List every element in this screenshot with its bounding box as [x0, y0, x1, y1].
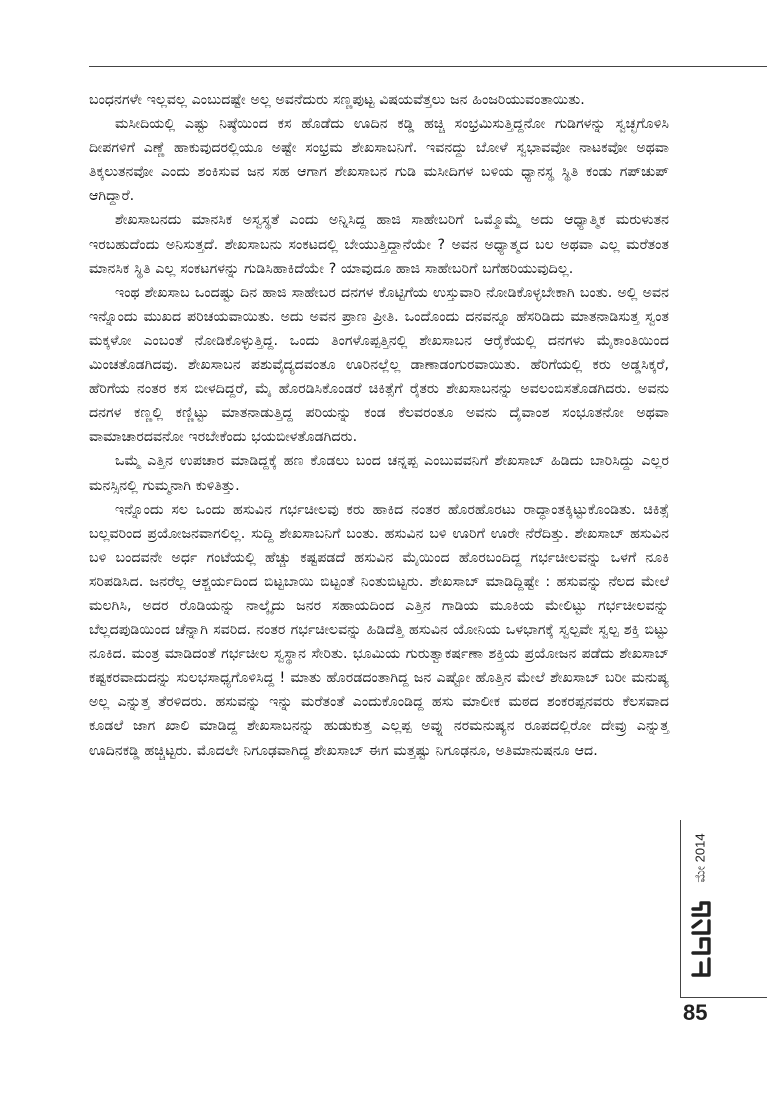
- paragraph: ಇಂಥ ಶೇಖಸಾಬ ಒಂದಷ್ಟು ದಿನ ಹಾಜಿ ಸಾಹೇಬರ ದನಗಳ ಕೊಟ್ಟಿಗೆಯ ಉಸ್ತುವಾರಿ ನೋಡಿಕೊಳ್ಳಬೇಕಾಗಿ ಬಂತು. ಅಲ್ಲಿ ಅವನ ಇನ್ನೊಂದು ಮುಖದ ಪರಿಚಯವಾಯಿತು. ಅದು ಅವನ ಪ್ರಾಣ ಪ್ರೀತಿ. ಒಂದೊಂದು ದನವನ್ನೂ ಹೆಸರಿಡಿದು ಮಾತನಾಡಿಸುತ್ತ ಸ್ವಂತ ಮಕ್ಕಳೋ ಎಂಬಂತೆ ನೋಡಿಕೊಳ್ಳುತ್ತಿದ್ದ. ಒಂದು ತಿಂಗಳೊಪ್ಪತ್ತಿನಲ್ಲಿ ಶೇಖಸಾಬನ ಆರೈಕೆಯಲ್ಲಿ ದನಗಳು ಮೈಕಾಂತಿಯಿಂದ ಮಿಂಚತೊಡಗಿದವು. ಶೇಖಸಾಬನ ಪಶುವೈದ್ಯದವಂತೂ ಊರಿನಲ್ಲೆಲ್ಲ ಡಾಣಾಡಂಗುರವಾಯಿತು. ಹೆರಿಗೆಯಲ್ಲಿ ಕರು ಅಡ್ಡಸಿಕ್ಕರೆ, ಹೆರಿಗೆಯ ನಂತರ ಕಸ ಬೀಳದಿದ್ದರೆ, ಮೈ ಹೊರಡಿಸಿಕೊಂಡರೆ ಚಿಕಿತ್ಸೆಗೆ ರೈತರು ಶೇಖಸಾಬನನ್ನು ಅವಲಂಬಿಸತೊಡಗಿದರು. ಅವನು ದನಗಳ ಕಣ್ಣಲ್ಲಿ ಕಣ್ಣಿಟ್ಟು ಮಾತನಾಡುತ್ತಿದ್ದ ಪರಿಯನ್ನು ಕಂಡ ಕೆಲವರಂತೂ ಅವನು ದೈವಾಂಶ ಸಂಭೂತನೋ ಅಥವಾ ವಾಮಾಚಾರದವನೋ ಇರಬೇಕೆಂದು ಭಯಬೀಳತೊಡಗಿದರು.: [89, 284, 669, 446]
- magazine-logo-mark: [689, 899, 713, 979]
- issue-date-text: ಮೇ 2014: [693, 833, 709, 883]
- article-body: [89, 88, 669, 763]
- bottom-rule: [680, 997, 767, 998]
- paragraph: ಶೇಖಸಾಬನದು ಮಾನಸಿಕ ಅಸ್ವಸ್ಥತೆ ಎಂದು ಅನ್ನಿಸಿದ್ದ ಹಾಜಿ ಸಾಹೇಬರಿಗೆ ಒಮ್ಮೊಮ್ಮೆ ಅದು ಆಧ್ಯಾತ್ಮಿಕ ಮರುಳುತನ ಇರಬಹುದೆಂದು ಅನಿಸುತ್ತದೆ. ಶೇಖಸಾಬನು ಸಂಕಟದಲ್ಲಿ ಬೇಯುತ್ತಿದ್ದಾನೆಯೇ ? ಅವನ ಅಧ್ಯಾತ್ಮದ ಬಲ ಅಥವಾ ಎಲ್ಲ ಮರೆತಂತ ಮಾನಸಿಕ ಸ್ಥಿತಿ ಎಲ್ಲ ಸಂಕಟಗಳನ್ನು ಗುಡಿಸಿಹಾಕಿದೆಯೇ ? ಯಾವುದೂ ಹಾಜಿ ಸಾಹೇಬರಿಗೆ ಬಗೆಹರಿಯುವುದಿಲ್ಲ.: [89, 212, 669, 277]
- page-number: 85: [683, 1000, 708, 1025]
- paragraph: ಬಂಧನಗಳೇ ಇಲ್ಲವಲ್ಲ ಎಂಬುದಷ್ಟೇ ಅಲ್ಲ ಅವನೆದುರು ಸಣ್ಣಪುಟ್ಟ ವಿಷಯವೆತ್ತಲು ಜನ ಹಿಂಜರಿಯುವಂತಾಯಿತು.: [89, 92, 585, 108]
- paragraph: ಇನ್ನೊಂದು ಸಲ ಒಂದು ಹಸುವಿನ ಗರ್ಭಚೀಲವು ಕರು ಹಾಕಿದ ನಂತರ ಹೊರಹೊರಟು ರಾದ್ಧಾಂತಕ್ಕಿಟ್ಟುಕೊಂಡಿತು. ಚಿಕಿತ್ಸೆ ಬಲ್ಲವರಿಂದ ಪ್ರಯೋಜನವಾಗಲಿಲ್ಲ. ಸುದ್ದಿ ಶೇಖಸಾಬನಿಗೆ ಬಂತು. ಹಸುವಿನ ಬಳಿ ಊರಿಗೆ ಊರೇ ನೆರೆದಿತ್ತು. ಶೇಖಸಾಬ್ ಹಸುವಿನ ಬಳಿ ಬಂದವನೇ ಅರ್ಧ ಗಂಟೆಯಲ್ಲಿ ಹೆಚ್ಚು ಕಷ್ಟಪಡದೆ ಹಸುವಿನ ಮೈಯಿಂದ ಹೊರಬಂದಿದ್ದ ಗರ್ಭಚೀಲವನ್ನು ಒಳಗೆ ನೂಕಿ ಸರಿಪಡಿಸಿದ. ಜನರೆಲ್ಲ ಆಶ್ಚರ್ಯದಿಂದ ಬಿಟ್ಟಬಾಯಿ ಬಿಟ್ಟಂತೆ ನಿಂತುಬಿಟ್ಟರು. ಶೇಖಸಾಬ್ ಮಾಡಿದ್ದಿಷ್ಟೇ : ಹಸುವನ್ನು ನೆಲದ ಮೇಲೆ ಮಲಗಿಸಿ, ಅದರ ರೊಡಿಯನ್ನು ನಾಲ್ಕೈದು ಜನರ ಸಹಾಯದಿಂದ ಎತ್ತಿನ ಗಾಡಿಯ ಮೂಕಿಯ ಮೇಲಿಟ್ಟು ಗರ್ಭಚೀಲವನ್ನು ಬೆಲ್ಲದಪುಡಿಯಿಂದ ಚೆನ್ನಾಗಿ ಸವರಿದ. ನಂತರ ಗರ್ಭಚೀಲವನ್ನು ಹಿಡಿದೆತ್ತಿ ಹಸುವಿನ ಯೋನಿಯ ಒಳಭಾಗಕ್ಕೆ ಸ್ವಲ್ಪವೇ ಸ್ವಲ್ಪ ಶಕ್ತಿ ಬಿಟ್ಟು ನೂಕಿದ. ಮಂತ್ರ ಮಾಡಿದಂತೆ ಗರ್ಭಚೀಲ ಸ್ವಸ್ಥಾನ ಸೇರಿತು. ಭೂಮಿಯ ಗುರುತ್ವಾಕರ್ಷಣಾ ಶಕ್ತಿಯ ಪ್ರಯೋಜನ ಪಡೆದು ಶೇಖಸಾಬ್ ಕಷ್ಟಕರವಾದುದನ್ನು ಸುಲಭಸಾಧ್ಯಗೊಳಿಸಿದ್ದ ! ಮಾತು ಹೊರಡದಂತಾಗಿದ್ದ ಜನ ಎಷ್ಟೋ ಹೊತ್ತಿನ ಮೇಲೆ ಶೇಖಸಾಬ್ ಬರೀ ಮನುಷ್ಯ ಅಲ್ಲ ಎನ್ನುತ್ತ ತೆರಳಿದರು. ಹಸುವನ್ನು ಇನ್ನು ಮರೆತಂತೆ ಎಂದುಕೊಂಡಿದ್ದ ಹಸು ಮಾಲೀಕ ಮಠದ ಶಂಕರಪ್ಪನವರು ಕೆಲಸವಾದ ಕೂಡಲೆ ಜಾಗ ಖಾಲಿ ಮಾಡಿದ್ದ ಶೇಖಸಾಬನನ್ನು ಹುಡುಕುತ್ತ ಎಲ್ಲಪ್ಪ ಅವ್ನು ನರಮನುಷ್ಯನ ರೂಪದಲ್ಲಿರೋ ದೇವ್ರು ಎನ್ನುತ್ತ ಊದಿನಕಡ್ಡಿ ಹಚ್ಚಿಟ್ಟರು. ಮೊದಲೇ ನಿಗೂಢವಾಗಿದ್ದ ಶೇಖಸಾಬ್ ಈಗ ಮತ್ತಷ್ಟು ನಿಗೂಢನೂ, ಅತಿಮಾನುಷನೂ ಆದ.: [89, 501, 669, 759]
- side-rule: [680, 820, 681, 998]
- paragraph: ಒಮ್ಮೆ ಎತ್ತಿನ ಉಪಚಾರ ಮಾಡಿದ್ದಕ್ಕೆ ಹಣ ಕೊಡಲು ಬಂದ ಚನ್ನಪ್ಪ ಎಂಬುವವನಿಗೆ ಶೇಖಸಾಬ್ ಹಿಡಿದು ಬಾರಿಸಿದ್ದು ಎಲ್ಲರ ಮನಸ್ಸಿನಲ್ಲಿ ಗುಮ್ಮನಾಗಿ ಕುಳಿತಿತ್ತು.: [89, 453, 669, 494]
- magazine-logo: [688, 898, 714, 980]
- top-rule: [89, 66, 767, 67]
- issue-date: [690, 822, 712, 894]
- paragraph: ಮಸೀದಿಯಲ್ಲಿ ಎಷ್ಟು ನಿಷ್ಠೆಯಿಂದ ಕಸ ಹೊಡೆದು ಊದಿನ ಕಡ್ಡಿ ಹಚ್ಚಿ ಸಂಭ್ರಮಿಸುತ್ತಿದ್ದನೋ ಗುಡಿಗಳನ್ನು ಸ್ವಚ್ಛಗೊಳಿಸಿ ದೀಪಗಳಿಗೆ ಎಣ್ಣೆ ಹಾಕುವುದರಲ್ಲಿಯೂ ಅಷ್ಟೇ ಸಂಭ್ರಮ ಶೇಖಸಾಬನಿಗೆ. ಇವನದ್ದು ಬೋಳೆ ಸ್ವಭಾವವೋ ನಾಟಕವೋ ಅಥವಾ ತಿಕ್ಕಲುತನವೋ ಎಂದು ಶಂಕಿಸುವ ಜನ ಸಹ ಆಗಾಗ ಶೇಖಸಾಬನ ಗುಡಿ ಮಸೀದಿಗಳ ಬಳಿಯ ಧ್ಯಾನಸ್ಥ ಸ್ಥಿತಿ ಕಂಡು ಗಪ್‌ಚುಪ್ ಆಗಿದ್ದಾರೆ.: [89, 116, 669, 205]
